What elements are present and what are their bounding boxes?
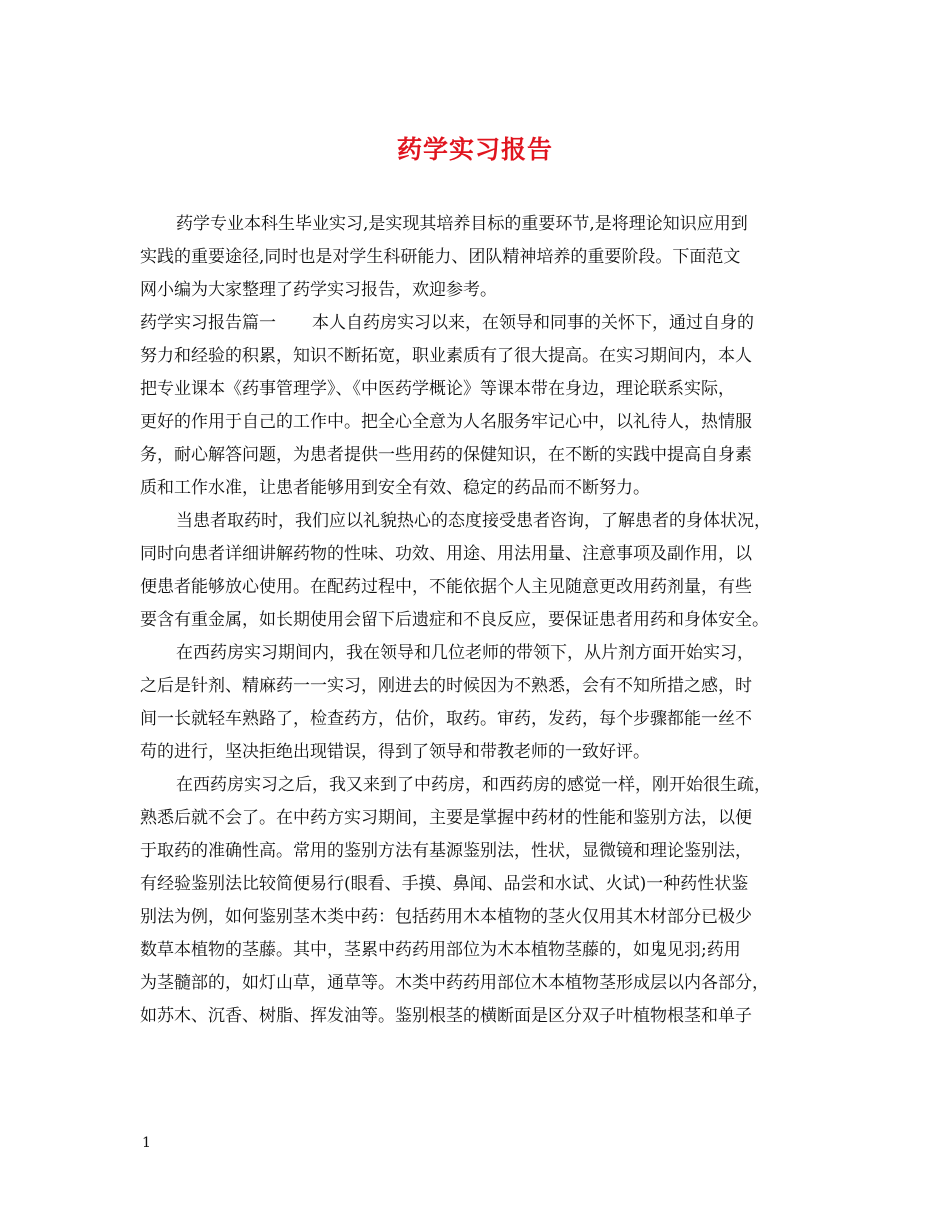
- text-line: 有经验鉴别法比较简便易行(眼看、手摸、鼻闻、品尝和水试、火试)一种药性状鉴: [140, 874, 749, 894]
- section-heading: 药学实习报告篇一: [140, 313, 276, 333]
- text-line: 别法为例，如何鉴别茎木类中药：包括药用木本植物的茎火仅用其木材部分已极少: [140, 907, 752, 927]
- text-line: 要含有重金属，如长期使用会留下后遗症和不良反应，要保证患者用药和身体安全。: [140, 610, 769, 630]
- text-line: 为茎髓部的，如灯山草，通草等。木类中药药用部位木本植物茎形成层以内各部分，: [140, 973, 769, 993]
- text-line: 间一长就轻车熟路了，检查药方，估价，取药。审药，发药，每个步骤都能一丝不: [140, 709, 752, 729]
- page-number: 1: [142, 1135, 151, 1151]
- text-line: 网小编为大家整理了药学实习报告，欢迎参考。: [140, 280, 497, 300]
- text-line: 实践的重要途径,同时也是对学生科研能力、团队精神培养的重要阶段。下面范文: [140, 247, 741, 267]
- text-line: 便患者能够放心使用。在配药过程中，不能依据个人主见随意更改用药剂量，有些: [140, 577, 752, 597]
- text-line: 在西药房实习之后，我又来到了中药房，和西药房的感觉一样，刚开始很生疏，: [176, 775, 771, 795]
- text-line: 熟悉后就不会了。在中药方实习期间，主要是掌握中药材的性能和鉴别方法，以便: [140, 808, 752, 828]
- text-line: 之后是针剂、精麻药一一实习，刚进去的时候因为不熟悉，会有不知所措之感，时: [140, 676, 752, 696]
- text-line: 同时向患者详细讲解药物的性味、功效、用途、用法用量、注意事项及副作用，以: [140, 544, 752, 564]
- text-line: 更好的作用于自己的工作中。把全心全意为人名服务牢记心中，以礼待人，热情服: [140, 412, 752, 432]
- text-line: 当患者取药时，我们应以礼貌热心的态度接受患者咨询，了解患者的身体状况，: [176, 511, 771, 531]
- text-line: 把专业课本《药事管理学》、《中医药学概论》等课本带在身边，理论联系实际，: [140, 379, 735, 399]
- text-line: [140, 307, 824, 340]
- text-line: 如苏木、沉香、树脂、挥发油等。鉴别根茎的横断面是区分双子叶植物根茎和单子: [140, 1006, 752, 1026]
- text-line: 在西药房实习期间内，我在领导和几位老师的带领下，从片剂方面开始实习，: [176, 643, 754, 663]
- text-line: 质和工作水准，让患者能够用到安全有效、稳定的药品而不断努力。: [140, 478, 650, 498]
- document-title: 药学实习报告: [396, 135, 553, 164]
- document-body: [140, 208, 824, 1033]
- section-first-sentence: 本人自药房实习以来，在领导和同事的关怀下，通过自身的: [312, 313, 754, 333]
- text-line: 苟的进行，坚决拒绝出现错误，得到了领导和带教老师的一致好评。: [140, 742, 650, 762]
- text-line: 于取药的准确性高。常用的鉴别方法有基源鉴别法，性状，显微镜和理论鉴别法，: [140, 841, 752, 861]
- text-line: 务，耐心解答问题，为患者提供一些用药的保健知识，在不断的实践中提高自身素: [140, 445, 752, 465]
- text-line: 药学专业本科生毕业实习,是实现其培养目标的重要环节,是将理论知识应用到: [176, 214, 748, 234]
- text-line: 数草本植物的茎藤。其中，茎累中药药用部位为木本植物茎藤的，如鬼见羽;药用: [140, 940, 741, 960]
- text-line: 努力和经验的积累，知识不断拓宽，职业素质有了很大提高。在实习期间内，本人: [140, 346, 752, 366]
